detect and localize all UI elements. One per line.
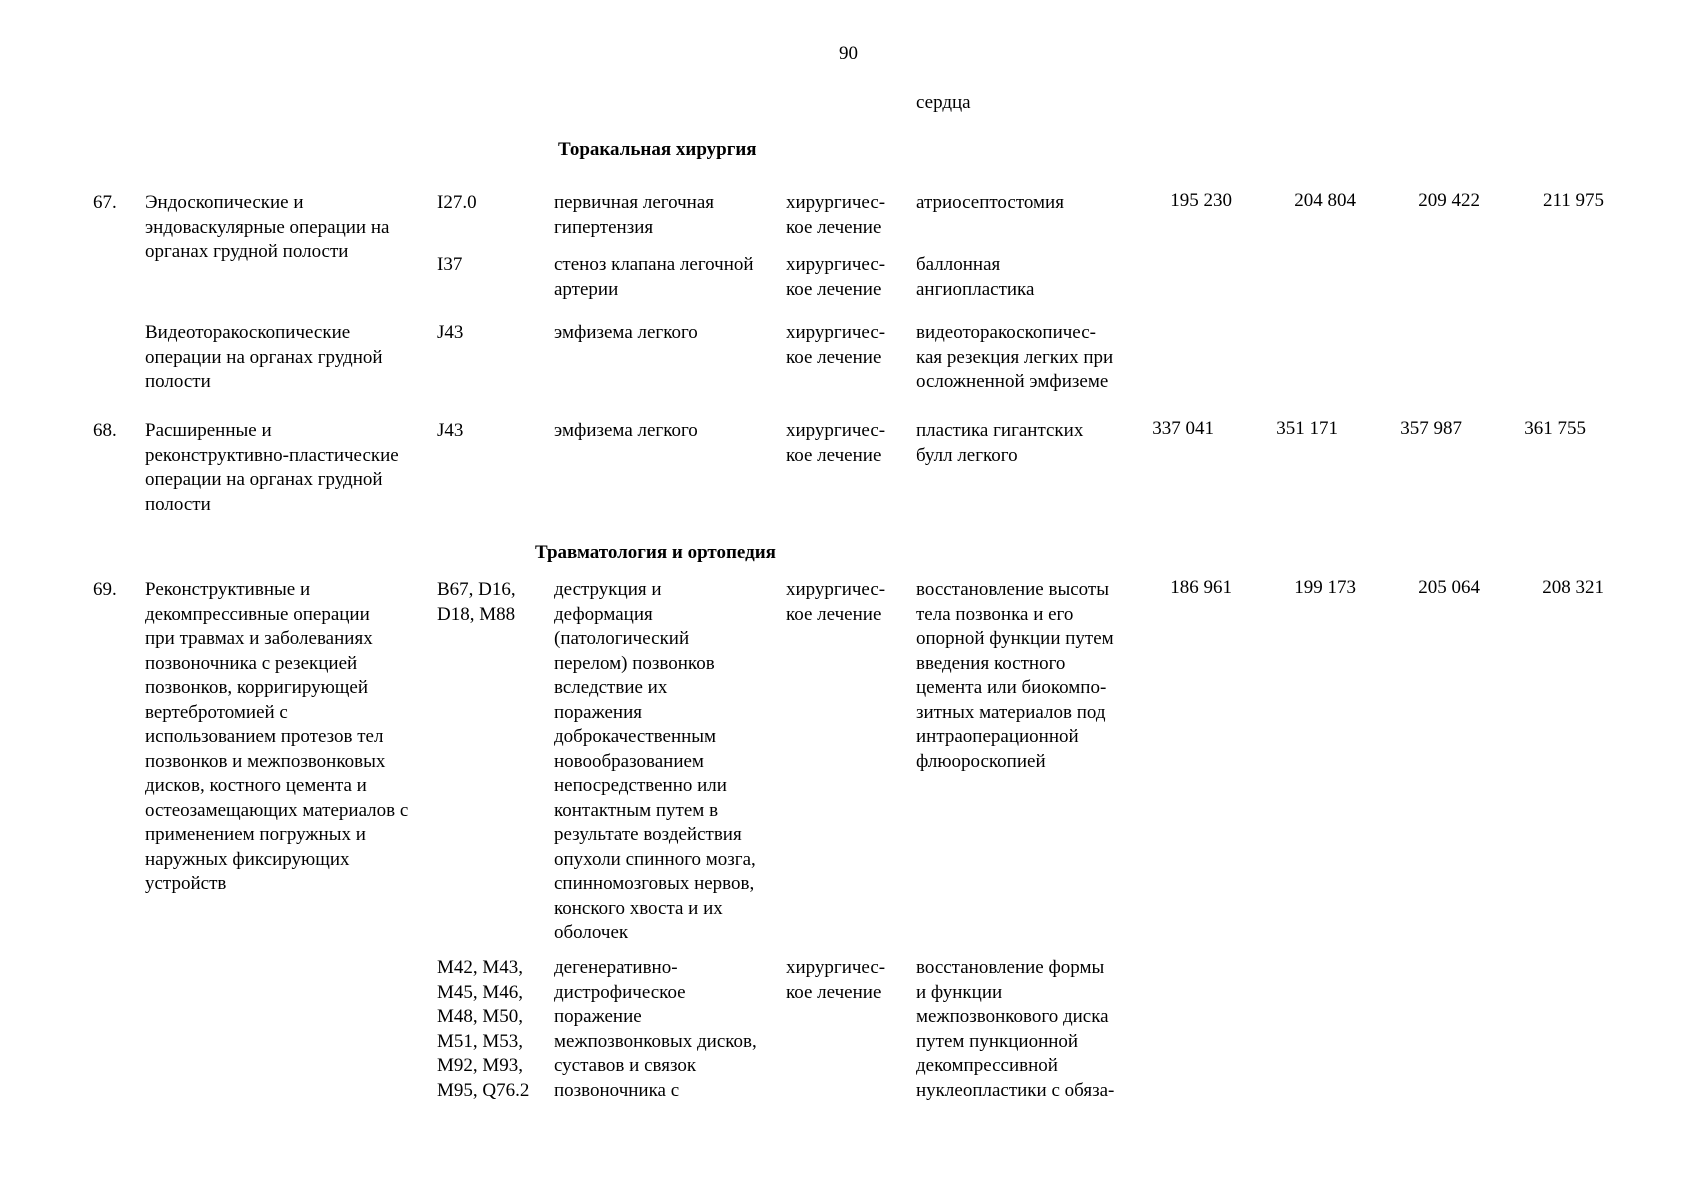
treatment-method: баллонная ангиопластика — [916, 254, 1035, 300]
cost-value: 337 041 — [1152, 418, 1214, 439]
procedure-name: Расширенные и реконструктивно-пластические операции на органах грудной полости — [145, 420, 399, 515]
treatment-type: хирургичес- кое лечение — [786, 957, 886, 1003]
cost-value: 211 975 — [1542, 190, 1604, 211]
icd-code: J43 — [437, 322, 464, 343]
treatment-type: хирургичес- кое лечение — [786, 579, 886, 625]
row-number: 69. — [93, 579, 117, 600]
icd-code: B67, D16, D18, M88 — [437, 579, 516, 625]
cost-value: 351 171 — [1276, 418, 1338, 439]
diagnosis: эмфизема легкого — [554, 420, 698, 441]
section-heading: Травматология и ортопедия — [535, 542, 776, 563]
procedure-name: Видеоторакоскопические операции на органах грудной полости — [145, 322, 383, 392]
treatment-type: хирургичес- кое лечение — [786, 420, 886, 466]
carryover-text: сердца — [916, 92, 971, 113]
cost-value: 208 321 — [1542, 577, 1604, 598]
section-heading: Торакальная хирургия — [558, 139, 757, 160]
treatment-method: восстановление высоты тела позвонка и его опорной функции путем введения костного цемента или биокомпо- зитных материалов под интраоперационной флюороскопией — [916, 579, 1114, 772]
diagnosis: стеноз клапана легочной артерии — [554, 254, 754, 300]
procedure-name: Реконструктивные и декомпрессивные операции при травмах и заболеваниях позвоночника с резекцией позвонков, корригирующей вертебротомией с использованием протезов тел позвонков и межпозвонковых дисков, костного цемента и остеозамещающих материалов с применением погружных и наружных фиксирующих устройств — [145, 579, 409, 894]
icd-code: I37 — [437, 254, 463, 275]
treatment-method: атриосептостомия — [916, 192, 1064, 213]
cost-value: 361 755 — [1524, 418, 1586, 439]
cost-value: 205 064 — [1418, 577, 1480, 598]
diagnosis: первичная легочная гипертензия — [554, 192, 715, 238]
icd-code: I27.0 — [437, 192, 477, 213]
diagnosis: деструкция и деформация (патологический перелом) позвонков вследствие их поражения доброкачественным новообразованием непосредственно или контактным путем в результате воздействия опухоли спинного мозга, спинномозговых нервов, конского хвоста и их оболочек — [554, 579, 756, 943]
treatment-type: хирургичес- кое лечение — [786, 192, 886, 238]
cost-value: 186 961 — [1170, 577, 1232, 598]
diagnosis: дегенеративно- дистрофическое поражение межпозвонковых дисков, суставов и связок позвоночника с — [554, 957, 757, 1101]
cost-value: 199 173 — [1294, 577, 1356, 598]
cost-value: 357 987 — [1400, 418, 1462, 439]
page-number: 90 — [839, 43, 858, 64]
cost-value: 195 230 — [1170, 190, 1232, 211]
icd-code: J43 — [437, 420, 464, 441]
treatment-type: хирургичес- кое лечение — [786, 254, 886, 300]
row-number: 67. — [93, 192, 117, 213]
icd-code: M42, M43, M45, M46, M48, M50, M51, M53, M92, M93, M95, Q76.2 — [437, 957, 530, 1101]
treatment-type: хирургичес- кое лечение — [786, 322, 886, 368]
diagnosis: эмфизема легкого — [554, 322, 698, 343]
cost-value: 204 804 — [1294, 190, 1356, 211]
row-number: 68. — [93, 420, 117, 441]
procedure-name: Эндоскопические и эндоваскулярные операции на органах грудной полости — [145, 192, 390, 262]
treatment-method: видеоторакоскопичес- кая резекция легких при осложненной эмфиземе — [916, 322, 1114, 392]
cost-value: 209 422 — [1418, 190, 1480, 211]
treatment-method: пластика гигантских булл легкого — [916, 420, 1084, 466]
treatment-method: восстановление формы и функции межпозвонкового диска путем пункционной декомпрессивной нуклеопластики с обяза- — [916, 957, 1115, 1101]
